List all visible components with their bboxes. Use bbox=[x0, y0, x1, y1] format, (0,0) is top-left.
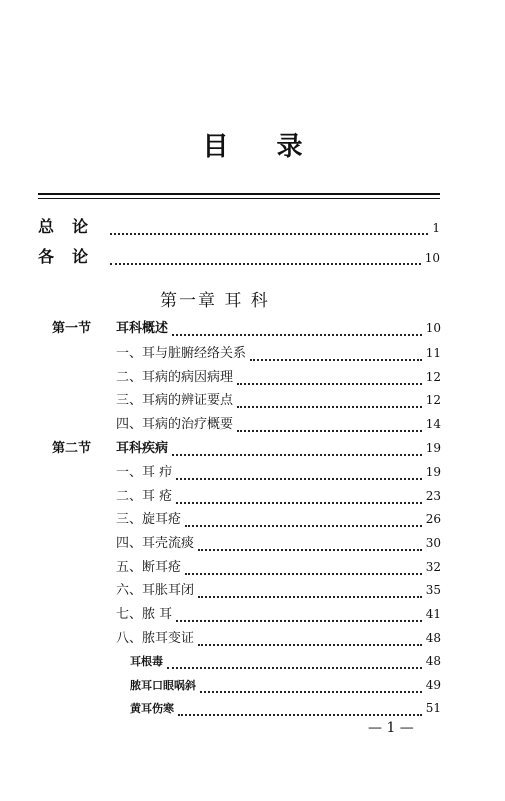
leader-dots bbox=[110, 224, 428, 235]
leader-dots bbox=[237, 397, 422, 408]
title-char-1: 目 bbox=[202, 132, 229, 162]
toc-entry-label: 黄耳伤寒 bbox=[130, 702, 174, 715]
leader-dots bbox=[167, 658, 422, 669]
leader-dots bbox=[198, 540, 422, 551]
toc-entry-label: 耳科概述 bbox=[116, 321, 169, 336]
leader-dots bbox=[250, 350, 422, 361]
toc-page-number: 19 bbox=[425, 465, 441, 479]
toc-entry[interactable] bbox=[116, 582, 441, 599]
toc-entry[interactable] bbox=[116, 345, 441, 362]
toc-entry[interactable] bbox=[52, 440, 441, 457]
toc-entry[interactable] bbox=[116, 535, 441, 552]
toc-entry[interactable] bbox=[130, 677, 441, 694]
toc-entry-label: 脓耳口眼㖞斜 bbox=[130, 679, 196, 692]
toc-entry[interactable] bbox=[116, 606, 441, 623]
toc-page-number: 51 bbox=[425, 701, 441, 715]
toc-entry-specific[interactable] bbox=[38, 248, 440, 267]
toc-page-number: 12 bbox=[425, 370, 441, 384]
section-number: 第一节 bbox=[52, 321, 92, 336]
chapter-heading: 第一章 耳 科 bbox=[160, 291, 270, 311]
toc-entry-general[interactable] bbox=[38, 218, 440, 237]
leader-dots bbox=[237, 374, 422, 385]
toc-entry[interactable] bbox=[116, 488, 441, 505]
leader-dots bbox=[237, 421, 422, 432]
leader-dots bbox=[176, 469, 422, 480]
footer-page-number: — 1 — bbox=[368, 720, 414, 736]
leader-dots bbox=[176, 493, 422, 504]
toc-entry-label: 一、耳 疖 bbox=[116, 465, 173, 480]
leader-dots bbox=[176, 611, 422, 622]
leader-dots bbox=[172, 445, 422, 456]
toc-entry[interactable] bbox=[116, 559, 441, 576]
divider-rule-thin bbox=[38, 198, 440, 199]
toc-page-number: 12 bbox=[425, 393, 441, 407]
section-number: 第二节 bbox=[52, 441, 92, 456]
toc-page-number: 14 bbox=[425, 417, 441, 431]
toc-page-number: 35 bbox=[425, 583, 441, 597]
divider-rule bbox=[38, 193, 440, 195]
toc-entry-label: 耳科疾病 bbox=[116, 441, 169, 456]
toc-entry-label: 二、耳病的病因病理 bbox=[116, 370, 234, 385]
leader-dots bbox=[185, 516, 422, 527]
toc-page-number: 48 bbox=[425, 654, 441, 668]
toc-entry[interactable] bbox=[116, 464, 441, 481]
leader-dots bbox=[198, 587, 422, 598]
toc-entry-label: 四、耳壳流痰 bbox=[116, 536, 195, 551]
toc-entry[interactable] bbox=[116, 630, 441, 647]
toc-entry-label: 三、旋耳疮 bbox=[116, 512, 182, 527]
toc-entry-label: 二、耳 疮 bbox=[116, 489, 173, 504]
leader-dots bbox=[185, 564, 422, 575]
toc-entry-label: 七、脓 耳 bbox=[116, 607, 173, 622]
toc-entry-label: 六、耳胀耳闭 bbox=[116, 583, 195, 598]
toc-page-number: 1 bbox=[432, 221, 440, 235]
toc-entry-label: 八、脓耳变证 bbox=[116, 631, 195, 646]
toc-entry-label: 三、耳病的辨证要点 bbox=[116, 393, 234, 408]
toc-page-number: 26 bbox=[425, 512, 441, 526]
toc-entry-label: 耳根毒 bbox=[130, 655, 163, 668]
toc-entry-label: 四、耳病的治疗概要 bbox=[116, 417, 234, 432]
leader-dots bbox=[172, 325, 422, 336]
leader-dots bbox=[110, 254, 421, 265]
toc-entry-label: 各论 bbox=[38, 247, 107, 266]
leader-dots bbox=[200, 682, 422, 693]
toc-entry[interactable] bbox=[52, 320, 441, 337]
toc-entry[interactable] bbox=[116, 369, 441, 386]
toc-page-number: 48 bbox=[425, 631, 441, 645]
toc-page-number: 19 bbox=[425, 441, 441, 455]
toc-page-number: 49 bbox=[425, 678, 441, 692]
toc-entry-label: 总论 bbox=[38, 217, 107, 236]
leader-dots bbox=[198, 635, 422, 646]
toc-entry[interactable] bbox=[116, 392, 441, 409]
leader-dots bbox=[178, 705, 422, 716]
toc-page-number: 41 bbox=[425, 607, 441, 621]
toc-entry-label: 一、耳与脏腑经络关系 bbox=[116, 346, 247, 361]
page-title bbox=[0, 126, 505, 163]
toc-entry[interactable] bbox=[130, 700, 441, 717]
toc-page-number: 11 bbox=[425, 346, 441, 360]
toc-entry[interactable] bbox=[130, 653, 441, 670]
toc-entry-label: 五、断耳疮 bbox=[116, 560, 182, 575]
toc-page-number: 32 bbox=[425, 560, 441, 574]
toc-page-number: 10 bbox=[424, 251, 440, 265]
title-char-2: 录 bbox=[276, 132, 303, 162]
toc-entry[interactable] bbox=[116, 416, 441, 433]
toc-page-number: 30 bbox=[425, 536, 441, 550]
toc-page-number: 23 bbox=[425, 489, 441, 503]
toc-page-number: 10 bbox=[425, 321, 441, 335]
toc-entry[interactable] bbox=[116, 511, 441, 528]
